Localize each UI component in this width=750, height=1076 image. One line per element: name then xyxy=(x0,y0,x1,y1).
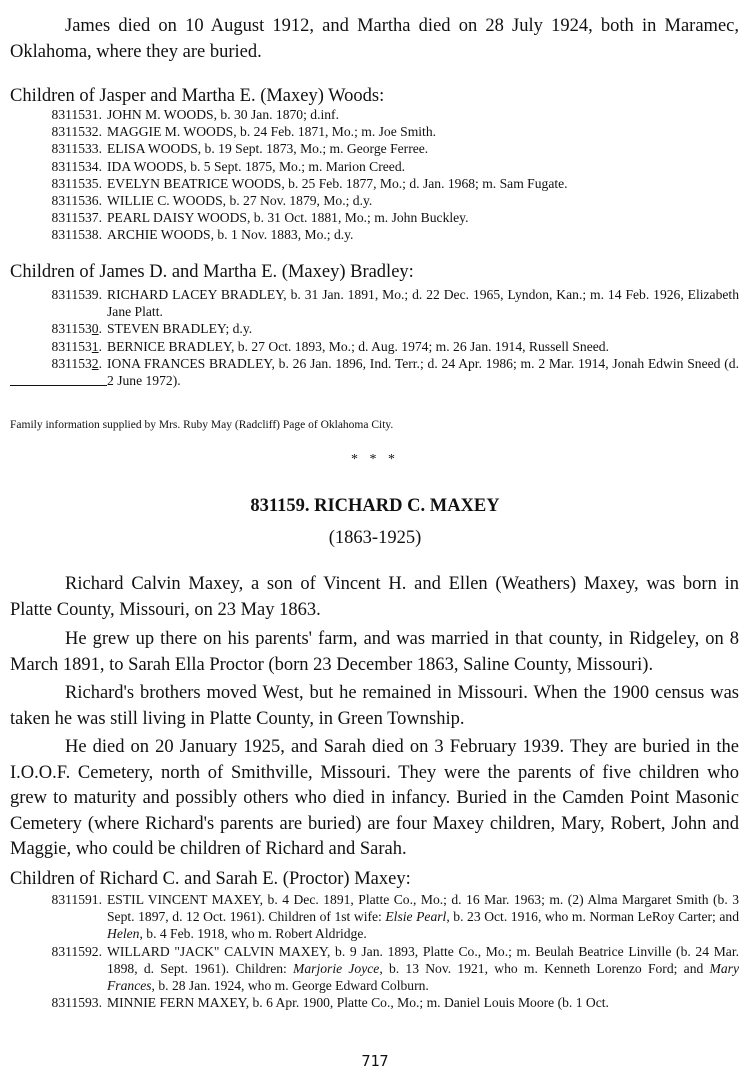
woods-children-heading: Children of Jasper and Martha E. (Maxey) Woods: xyxy=(10,86,385,106)
underlined-digit: 2 xyxy=(91,355,99,371)
entry-number: 8311539. xyxy=(51,287,102,302)
list-item xyxy=(10,320,739,337)
section-dates: (1863-1925) xyxy=(328,528,422,548)
entry-number: 8311591. xyxy=(51,892,102,907)
footnote-rule xyxy=(10,385,107,386)
entry-number: 8311532. xyxy=(51,124,102,140)
entry-number: 8311537. xyxy=(51,210,102,226)
body-paragraph: Richard's brothers moved West, but he remained in Missouri. When the 1900 census was taken he was still living in Platte County, in Green Township. xyxy=(10,683,739,729)
maxey-children-list xyxy=(10,891,739,1011)
woods-children-list xyxy=(10,106,739,244)
list-item xyxy=(10,106,739,123)
entry-text: JOHN M. WOODS, b. 30 Jan. 1870; d.inf. xyxy=(107,107,339,122)
child-name: Marjorie Joyce xyxy=(293,960,380,976)
list-item xyxy=(10,338,739,355)
section-title: 831159. RICHARD C. MAXEY xyxy=(250,496,500,516)
list-item xyxy=(10,994,739,1011)
entry-text: EVELYN BEATRICE WOODS, b. 25 Feb. 1877, Mo.; d. Jan. 1968; m. Sam Fugate. xyxy=(107,175,568,191)
entry-text: IONA FRANCES BRADLEY, b. 26 Jan. 1896, Ind. Terr.; d. 24 Apr. 1986; m. 2 Mar. 1914, Jonah Edwin Sneed (d. 2 June 1972). xyxy=(107,355,739,389)
underlined-digit: 1 xyxy=(91,338,99,354)
section-separator: * * * xyxy=(351,452,399,467)
entry-number: 8311534. xyxy=(51,158,102,174)
entry-text: ESTIL VINCENT MAXEY, b. 4 Dec. 1891, Platte Co., Mo.; d. 16 Mar. 1963; m. (2) Alma Margaret Smith (b. 3 Sept. 1897, d. 12 Oct. 1961). Children of 1st wife: Elsie Pearl, b. 23 Oct. 1916, who m. Norman LeRoy Carter; and Helen, b. 4 Feb. 1918, who m. Robert Aldridge. xyxy=(107,892,740,942)
footnote: Family information supplied by Mrs. Ruby May (Radcliff) Page of Oklahoma City. xyxy=(10,419,394,431)
entry-text: ELISA WOODS, b. 19 Sept. 1873, Mo.; m. George Ferree. xyxy=(107,141,429,157)
body-paragraph: He grew up there on his parents' farm, and was married in that county, in Ridgeley, on 8 March 1891, to Sarah Ella Proctor (born 23 December 1863, Saline County, Missouri). xyxy=(10,629,739,675)
intro-paragraph: James died on 10 August 1912, and Martha died on 28 July 1924, both in Maramec, Oklahoma, where they are buried. xyxy=(10,16,739,62)
list-item xyxy=(10,140,739,157)
list-item xyxy=(10,891,739,943)
list-item xyxy=(10,286,739,320)
entry-text: STEVEN BRADLEY; d.y. xyxy=(107,321,253,337)
entry-number: 8311592. xyxy=(51,943,102,959)
bradley-children-list xyxy=(10,286,739,389)
body-paragraph: Richard Calvin Maxey, a son of Vincent H. and Ellen (Weathers) Maxey, was born in Platte County, Missouri, on 23 May 1863. xyxy=(10,574,739,620)
entry-number: 8311538. xyxy=(51,227,102,243)
entry-text: MINNIE FERN MAXEY, b. 6 Apr. 1900, Platte Co., Mo.; m. Daniel Louis Moore (b. 1 Oct. xyxy=(107,995,609,1011)
entry-number: 8311535. xyxy=(51,175,102,191)
list-item xyxy=(10,158,739,175)
list-item xyxy=(10,209,739,226)
child-name: Mary Frances xyxy=(107,960,739,994)
entry-text: PEARL DAISY WOODS, b. 31 Oct. 1881, Mo.; m. John Buckley. xyxy=(107,210,469,226)
entry-number: 8311536. xyxy=(51,193,102,209)
list-item xyxy=(10,226,739,243)
list-item xyxy=(10,123,739,140)
entry-number: 8311531. xyxy=(51,338,102,354)
underlined-digit: 0 xyxy=(91,321,99,337)
entry-text: BERNICE BRADLEY, b. 27 Oct. 1893, Mo.; d. Aug. 1974; m. 26 Jan. 1914, Russell Sneed. xyxy=(107,338,609,354)
entry-text: WILLARD "JACK" CALVIN MAXEY, b. 9 Jan. 1893, Platte Co., Mo.; m. Beulah Beatrice Linville (b. 24 Mar. 1898, d. Sept. 1961). Children: Marjorie Joyce, b. 13 Nov. 1921, who m. Kenneth Lorenzo Ford; and Mary Frances, b. 28 Jan. 1924, who m. George Edward Colburn. xyxy=(107,943,739,994)
entry-text: WILLIE C. WOODS, b. 27 Nov. 1879, Mo.; d.y. xyxy=(107,193,373,209)
list-item xyxy=(10,175,739,192)
child-name: Helen xyxy=(107,926,140,942)
page-number: 717 xyxy=(361,1052,389,1070)
body-paragraph: He died on 20 January 1925, and Sarah died on 3 February 1939. They are buried in the I.O.O.F. Cemetery, north of Smithville, Missouri. They were the parents of five children who grew to maturity and possibly others who died in infancy. Buried in the Camden Point Masonic Cemetery (where Richard's parents are buried) are four Maxey children, Mary, Robert, John and Maggie, who could be children of Richard and Sarah. xyxy=(10,737,739,859)
entry-text: RICHARD LACEY BRADLEY, b. 31 Jan. 1891, Mo.; d. 22 Dec. 1965, Lyndon, Kan.; m. 14 Feb. 1926, Elizabeth Jane Platt. xyxy=(107,287,739,320)
entry-number: 8311593. xyxy=(51,995,102,1011)
bradley-children-heading: Children of James D. and Martha E. (Maxey) Bradley: xyxy=(10,262,414,282)
entry-number: 8311531. xyxy=(51,107,102,122)
entry-text: MAGGIE M. WOODS, b. 24 Feb. 1871, Mo.; m. Joe Smith. xyxy=(107,124,437,140)
list-item xyxy=(10,192,739,209)
entry-number: 8311533. xyxy=(51,141,102,157)
entry-number: 8311532. xyxy=(51,355,102,371)
maxey-children-heading: Children of Richard C. and Sarah E. (Proctor) Maxey: xyxy=(10,869,411,889)
list-item xyxy=(10,355,739,389)
entry-text: IDA WOODS, b. 5 Sept. 1875, Mo.; m. Marion Creed. xyxy=(107,158,406,174)
child-name: Elsie Pearl xyxy=(385,909,447,925)
list-item xyxy=(10,943,739,995)
entry-text: ARCHIE WOODS, b. 1 Nov. 1883, Mo.; d.y. xyxy=(107,227,354,243)
entry-number: 8311530. xyxy=(51,321,102,337)
